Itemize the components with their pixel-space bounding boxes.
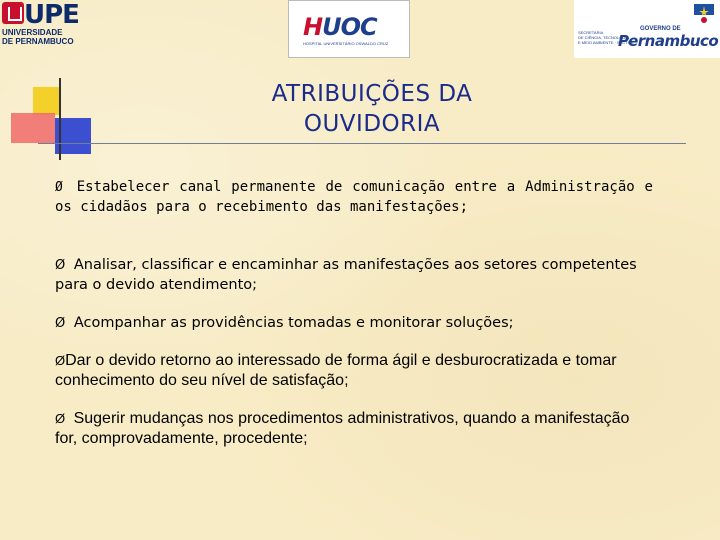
huoc-logo-name	[303, 13, 377, 41]
arrow-bullet-icon: Ø	[55, 411, 66, 426]
bullet-text: Dar o devido retorno ao interessado de forma ágil e desburocratizada e tomar conhecimento do seu nível de satisfação;	[55, 352, 617, 389]
arrow-bullet-icon: Ø	[55, 316, 66, 331]
governo-label: GOVERNO DE	[640, 26, 681, 32]
upe-logo-line2: DE PERNAMBUCO	[2, 37, 74, 46]
ministry-line: E MEIO AMBIENTE · SECTMA	[578, 40, 634, 45]
ministry-line: DE CIÊNCIA, TECNOLOGIA	[578, 35, 630, 40]
upe-logo-name: UPE	[24, 0, 79, 30]
upe-mark-icon	[2, 2, 24, 24]
bullet-text: Analisar, classificar e encaminhar as manifestações aos setores competentes para o devido atendimento;	[55, 257, 637, 293]
bullet-item	[55, 256, 653, 295]
bullet-text: Sugerir mudanças nos procedimentos administrativos, quando a manifestação for, comprovadamente, procedente;	[55, 410, 630, 447]
bullet-item	[55, 178, 653, 217]
state-flag-icon	[694, 4, 714, 26]
title-underline	[38, 143, 686, 144]
upe-logo	[0, 0, 90, 46]
arrow-bullet-icon: Ø	[55, 180, 63, 195]
huoc-logo-rest: UOC	[322, 13, 377, 41]
upe-logo-line1: UNIVERSIDADE	[2, 28, 63, 37]
bullet-text: Estabelecer canal permanente de comunicação entre a Administração e os cidadãos para o recebimento das manifestações;	[55, 179, 653, 215]
red-square	[11, 113, 55, 143]
bullet-item	[55, 409, 653, 449]
huoc-logo	[288, 0, 410, 58]
decorative-squares	[0, 78, 110, 168]
bullet-item	[55, 351, 653, 391]
arrow-bullet-icon: Ø	[55, 258, 66, 273]
ministry-line: SECRETARIA	[578, 30, 604, 35]
yellow-square	[33, 87, 61, 115]
huoc-logo-h: H	[303, 13, 323, 41]
huoc-logo-tagline: HOSPITAL UNIVERSITÁRIO OSWALDO CRUZ	[303, 41, 389, 46]
governo-pernambuco-logo	[574, 0, 720, 58]
arrow-bullet-icon: Ø	[55, 353, 66, 368]
slide-title: ATRIBUIÇÕES DA OUVIDORIA	[271, 81, 473, 137]
vertical-rule	[59, 78, 61, 160]
bullet-text: Acompanhar as providências tomadas e monitorar soluções;	[73, 315, 514, 331]
state-name: Pernambuco	[618, 32, 719, 50]
bullet-item	[55, 314, 653, 334]
